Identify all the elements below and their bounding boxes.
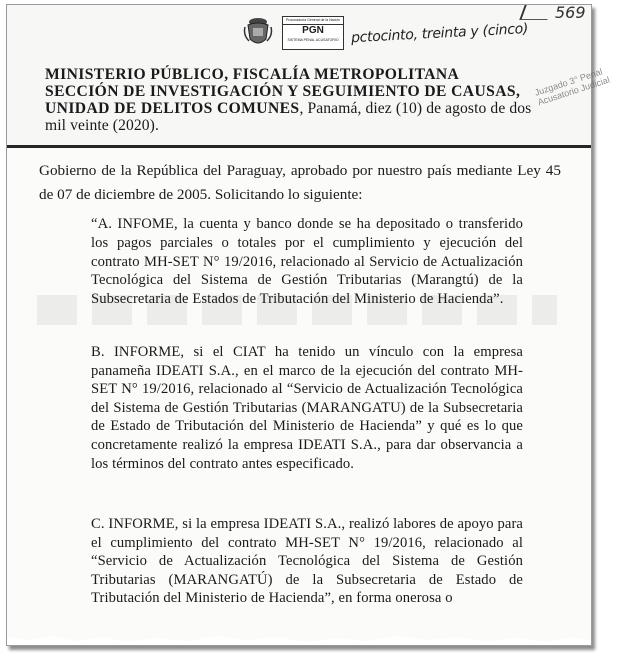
document-header bbox=[7, 3, 611, 145]
document-title-bold: MINISTERIO PÚBLICO, FISCALÍA METROPOLITANA SECCIÓN DE INVESTIGACIÓN Y SEGUIMIENTO DE CAUSAS, UNIDAD DE DELITOS COMUNES bbox=[45, 66, 521, 117]
document-page bbox=[6, 3, 611, 646]
pgn-stamp-top: Procuraduría General de la Nación bbox=[283, 17, 343, 25]
folio-number: 569 bbox=[555, 3, 586, 22]
intro-paragraph: Gobierno de la República del Paraguay, aprobado por nuestro país mediante Ley 45 de 07 de diciembre de 2005. Solicitando lo siguiente: bbox=[39, 162, 561, 203]
folio-mark bbox=[519, 5, 552, 20]
document-title-date: , Panamá, diez (10) de agosto de dos mil veinte (2020). bbox=[45, 100, 532, 134]
request-item-b: B. INFORME, si el CIAT ha tenido un vínculo con la empresa panameña IDEATI S.A., en el marco de la ejecución del contrato MH-SET N° 19/2016, relacionado al “Servicio de Actualización Tecnológica del Sistema de Gestión Tributarias (MARANGATU) de la Subsecretaria de Estado de Tributación del Ministerio de Hacienda” y qué es lo que concretamente realizó la empresa IDEATI S.A., para dar observancia a los términos del contrato antes especificado. bbox=[91, 344, 523, 472]
pgn-stamp bbox=[282, 16, 344, 50]
request-item-a: “A. INFOME, la cuenta y banco donde se ha depositado o transferido los pagos parciales o totales por el cumplimiento y ejecución del contrato MH-SET N° 19/2016, relacionado al Servicio de Actualización Tecnológica del Sistema de Gestión Tributarias (Marangtú) de la Subsecretaria de Estados de Tributación del Ministerio de Hacienda”. bbox=[91, 216, 523, 308]
pgn-stamp-acronym: PGN bbox=[302, 25, 324, 36]
handwritten-folio-note: pctocinto, treinta y (cinco) bbox=[350, 20, 529, 47]
torn-edge bbox=[7, 631, 591, 645]
court-side-stamp: Juzgado 3° Penal Acusatorio Judicial bbox=[533, 66, 611, 108]
header-divider bbox=[7, 145, 591, 148]
coat-of-arms-icon bbox=[243, 15, 273, 49]
request-item-c: C. INFORME, si la empresa IDEATI S.A., realizó labores de apoyo para el cumplimiento del contrato MH-SET N° 19/2016, relacionado al “Servicio de Actualización Tecnológica del Sistema de Gestión Tributarias (MARANGATÚ) de la Subsecretaria de Estado de Tributación del Ministerio de Hacienda”, en forma onerosa o bbox=[91, 516, 523, 607]
pgn-stamp-bottom: SISTEMA PENAL ACUSATORIO bbox=[287, 38, 339, 42]
document-title bbox=[45, 66, 535, 134]
